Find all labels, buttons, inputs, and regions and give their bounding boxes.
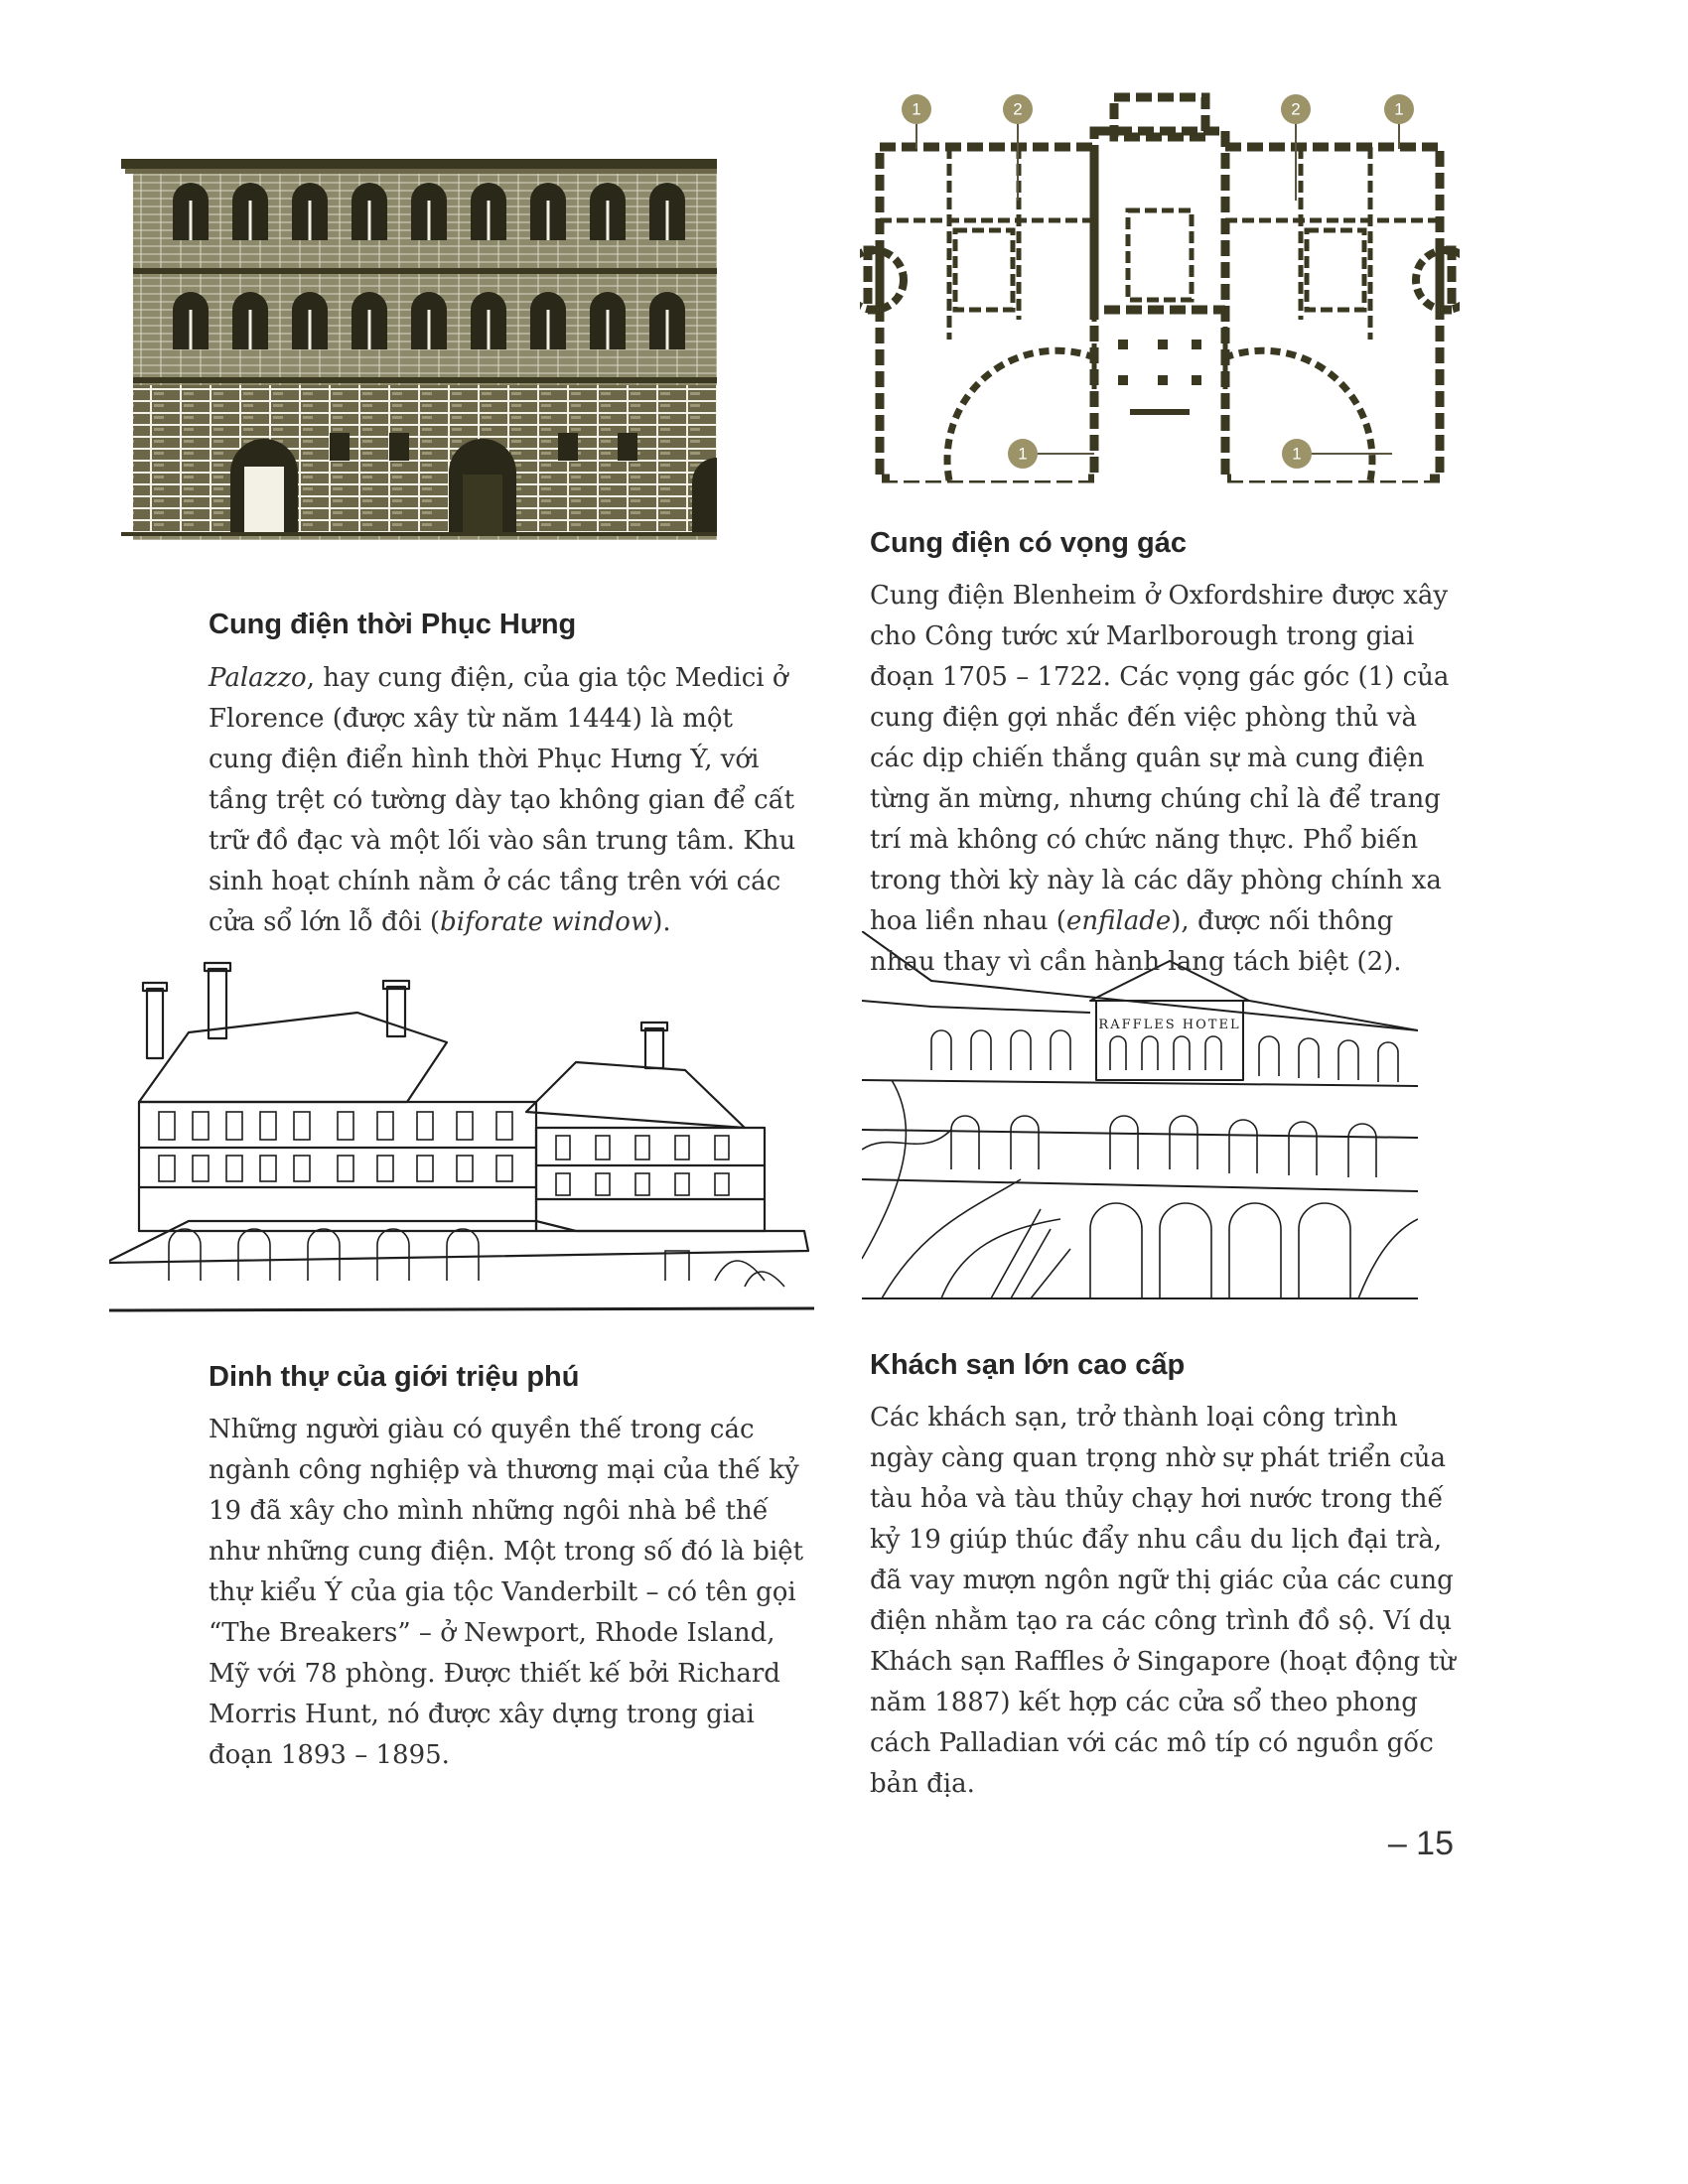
marker-1-bottom-left bbox=[1008, 439, 1038, 469]
svg-text:1: 1 bbox=[1292, 444, 1302, 464]
section-body-renaissance-palace: Palazzo, hay cung điện, của gia tộc Medici ở Florence (được xây từ năm 1444) là một cung điện điển hình thời Phục Hưng Ý, với tầng trệt có tường dày tạo không gian để cất trữ đồ đạc và một lối vào sân trung tâm. Khu sinh hoạt chính nằm ở các tầng trên với các cửa sổ lớn lỗ đôi (biforate window). bbox=[209, 663, 796, 937]
section-body-watchtower-palace: Cung điện Blenheim ở Oxfordshire được xây cho Công tước xứ Marlborough trong giai đoạn 1705 – 1722. Các vọng gác góc (1) của cung điện gợi nhắc đến việc phòng thủ và các dịp chiến thắng quân sự mà cung điện từng ăn mừng, nhưng chúng chỉ là để trang trí mà không có chức năng thực. Phổ biến trong thời kỳ này là các dãy phòng chính xa hoa liền nhau (enfilade), được nối thông nhau thay vì cần hành lang tách biệt (2). bbox=[870, 581, 1450, 977]
marker-1-bottom-right bbox=[1282, 439, 1312, 469]
page-number: – 15 bbox=[1387, 1825, 1454, 1862]
section-body-millionaire-mansion: Những người giàu có quyền thế trong các ngành công nghiệp và thương mại của thế kỷ 19 đã xây cho mình những ngôi nhà bề thế như những cung điện. Một trong số đó là biệt thự kiểu Ý của gia tộc Vanderbilt – có tên gọi “The Breakers” – ở Newport, Rhode Island, Mỹ với 78 phòng. Được thiết kế bởi Richard Morris Hunt, nó được xây dựng trong giai đoạn 1893 – 1895. bbox=[209, 1415, 804, 1770]
section-title-watchtower-palace: Cung điện có vọng gác bbox=[870, 527, 1188, 559]
hotel-sign: RAFFLES HOTEL bbox=[1098, 1018, 1241, 1032]
marker-1-top-left bbox=[902, 94, 931, 124]
blenheim-floor-plan bbox=[860, 91, 1460, 498]
palazzo-medici-illustration bbox=[121, 151, 717, 548]
svg-text:1: 1 bbox=[1018, 444, 1028, 464]
marker-2-top-left bbox=[1003, 94, 1033, 124]
svg-text:1: 1 bbox=[912, 99, 921, 119]
svg-text:2: 2 bbox=[1291, 99, 1301, 119]
raffles-hotel-sketch bbox=[862, 931, 1418, 1300]
marker-2-top-right bbox=[1281, 94, 1311, 124]
marker-1-top-right bbox=[1384, 94, 1414, 124]
the-breakers-sketch bbox=[109, 953, 814, 1316]
svg-text:2: 2 bbox=[1013, 99, 1023, 119]
section-title-renaissance-palace: Cung điện thời Phục Hưng bbox=[209, 609, 577, 640]
svg-text:1: 1 bbox=[1394, 99, 1404, 119]
section-title-millionaire-mansion: Dinh thự của giới triệu phú bbox=[209, 1361, 580, 1393]
section-body-grand-hotel: Các khách sạn, trở thành loại công trình ngày càng quan trọng nhờ sự phát triển của tàu hỏa và tàu thủy chạy hơi nước trong thế kỷ 19 giúp thúc đẩy nhu cầu du lịch đại trà, đã vay mượn ngôn ngữ thị giác của các cung điện nhằm tạo ra các công trình đồ sộ. Ví dụ Khách sạn Raffles ở Singapore (hoạt động từ năm 1887) kết hợp các cửa sổ theo phong cách Palladian với các mô típ có nguồn gốc bản địa. bbox=[870, 1403, 1456, 1799]
section-title-grand-hotel: Khách sạn lớn cao cấp bbox=[870, 1349, 1186, 1381]
